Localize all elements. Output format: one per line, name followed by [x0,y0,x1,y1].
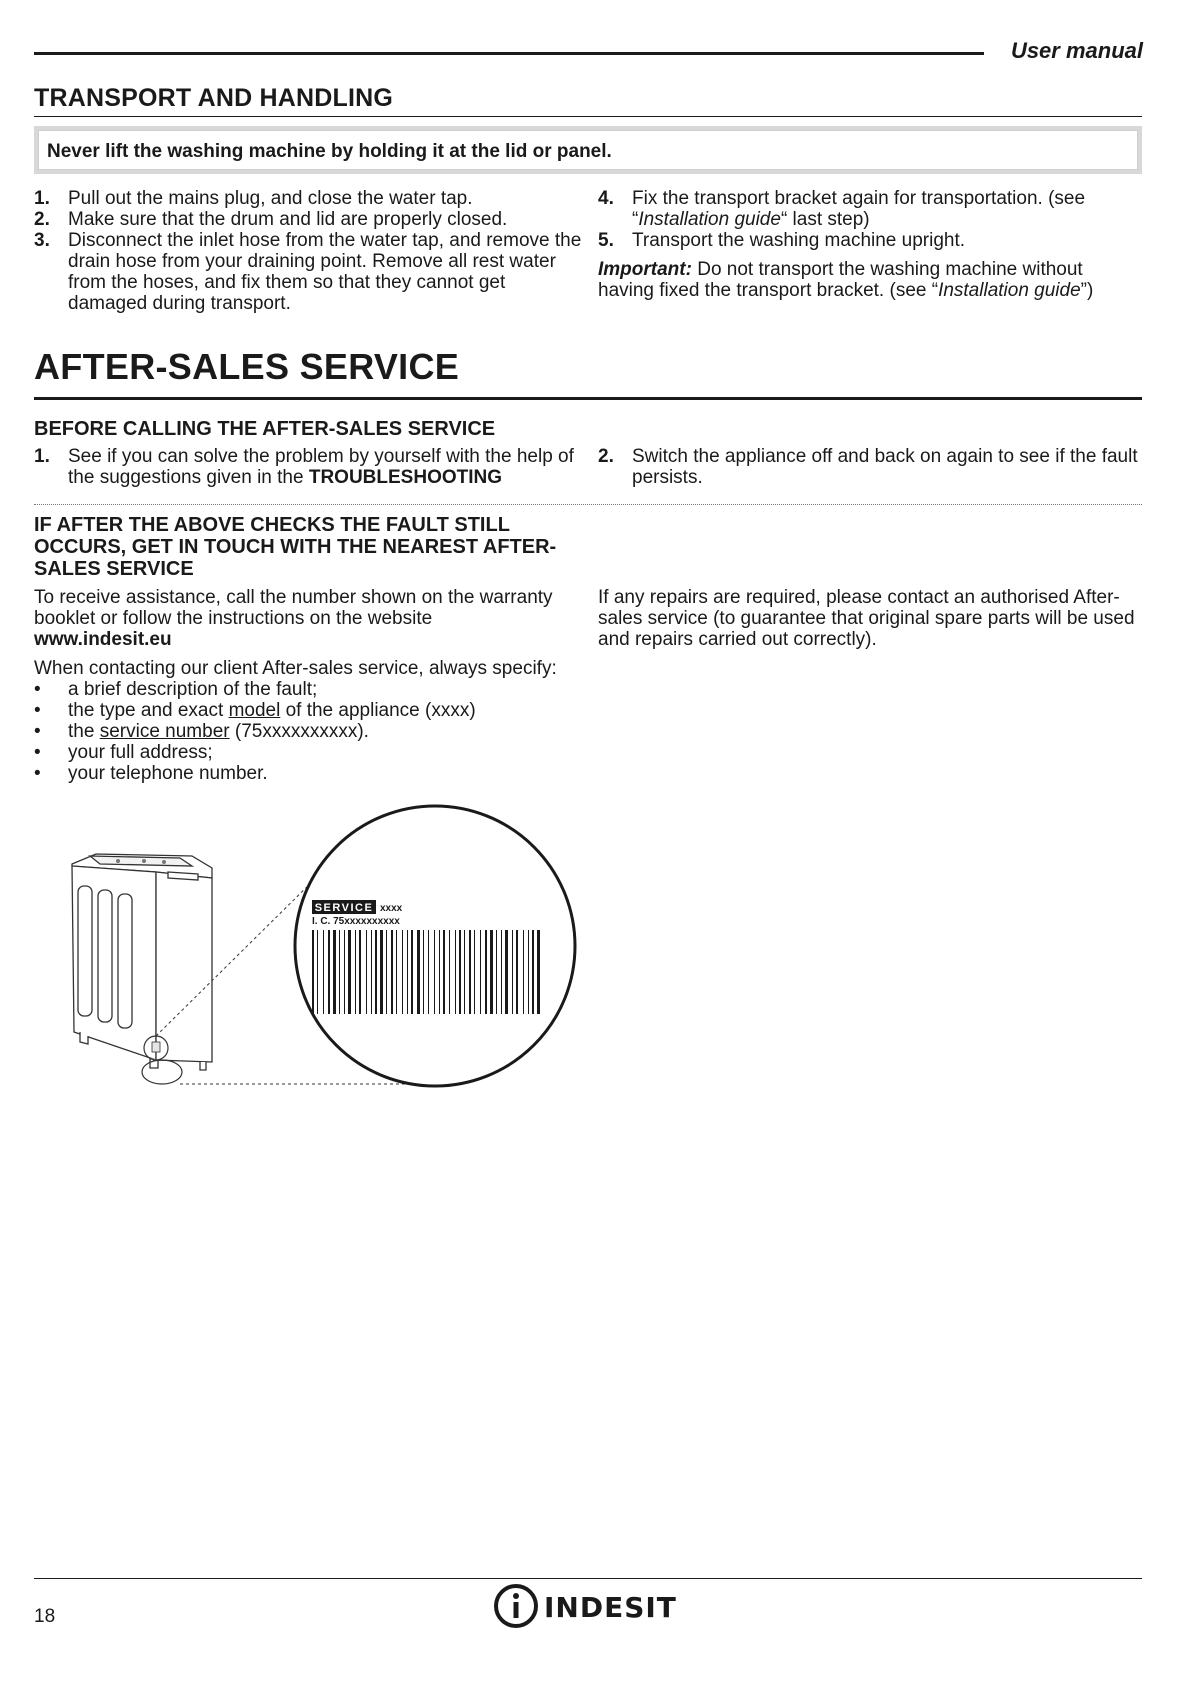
barcode-bar [375,930,377,1014]
bullet-text: the [68,721,100,742]
barcode-bar [386,930,387,1014]
barcode-bar [333,930,336,1014]
bullet-text: your telephone number. [68,763,268,784]
logo-stem-icon [514,1602,519,1618]
brand-name: INDESIT [544,1591,677,1624]
barcode-bar [355,930,356,1014]
if-fault-right [598,587,1142,650]
header-rule [34,52,984,55]
barcode-bar [464,930,465,1014]
barcode-bar [501,930,502,1014]
barcode-bar [396,930,397,1014]
bullet-text: the type and exact [68,700,229,721]
barcode-bar [423,930,424,1014]
step-number: 2. [598,446,614,467]
list-item [34,763,590,784]
barcode-bar [449,930,450,1014]
barcode-bar [485,930,487,1014]
barcode-bar [339,930,340,1014]
list-item [598,188,1142,230]
list-item [34,446,582,488]
specify-intro: When contacting our client After-sales service, always specify: [34,658,557,679]
step-number: 2. [34,209,50,230]
barcode-bar [407,930,408,1014]
list-item [34,230,582,314]
step-text: “ last step) [780,209,870,230]
barcode-bar [344,930,345,1014]
footer-rule [34,1578,1142,1579]
step-number: 1. [34,446,50,467]
bullet-text: (75xxxxxxxxxx). [229,721,369,742]
barcode-bar [417,930,420,1014]
list-item [34,209,582,230]
logo-dot-icon [513,1593,519,1599]
installation-guide-ref: Installation guide [638,209,781,230]
bullet-text: your full address; [68,742,213,763]
step-text: Transport the washing machine upright. [632,230,966,251]
after-sales-rule [34,397,1142,400]
after-sales-title: AFTER-SALES SERVICE [34,346,460,387]
list-item [34,721,590,742]
barcode-bar [480,930,481,1014]
barcode-bar [459,930,461,1014]
barcode-bar [402,930,403,1014]
header-label: User manual [1010,38,1143,63]
barcode-bar [328,930,330,1014]
page-number: 18 [34,1606,56,1627]
step-number: 5. [598,230,614,251]
service-code: xxxx [380,903,403,914]
if-fault-title: IF AFTER THE ABOVE CHECKS THE FAULT STILL OCCURS, GET IN TOUCH WITH THE NEAREST AFTER-SALES SERVICE [34,514,557,580]
barcode-bar [505,930,508,1014]
before-calling-left [34,446,582,488]
barcode-bar [317,930,318,1014]
dotted-divider [34,504,1142,505]
website-link[interactable]: www.indesit.eu [34,629,172,650]
transport-steps-right [598,188,1142,301]
model-term: model [228,700,281,721]
barcode-bar [434,930,435,1014]
washing-machine-drawing [72,854,212,1084]
transport-steps-left [34,188,582,314]
step-number: 3. [34,230,50,251]
service-word: SERVICE [314,902,374,914]
barcode-bar [439,930,440,1014]
barcode-bar [496,930,497,1014]
step-text: Disconnect the inlet hose from the water tap, and remove the drain hose from your draining point. Remove all rest water from the hoses, and fix them so that they cannot get damaged during transport. [68,230,582,314]
list-item [34,679,590,700]
barcode-bar [323,930,324,1014]
barcode-bar [391,930,393,1014]
service-number-term: service number [99,721,230,742]
step-text: See if you can solve the problem by yourself with the help of the suggestions given in the [68,446,574,488]
before-calling-title: BEFORE CALLING THE AFTER-SALES SERVICE [34,418,496,440]
transport-title: TRANSPORT AND HANDLING [34,84,394,112]
list-item [34,742,590,763]
warning-box [34,126,1142,174]
barcode-bar [359,930,361,1014]
barcode-bar [528,930,529,1014]
assist-text: To receive assistance, call the number shown on the warranty booklet or follow the instructions on the website [34,587,553,629]
list-item [598,446,1142,488]
step-text: Make sure that the drum and lid are properly closed. [68,209,508,230]
service-label-illustration [60,800,580,1100]
barcode-bar [380,930,383,1014]
important-text: Do not transport the washing machine without having fixed the transport bracket. (see “ [598,259,1083,301]
ic-line: I. C. 75xxxxxxxxxx [312,916,400,927]
barcode-bar [474,930,475,1014]
step-number: 1. [34,188,50,209]
before-calling-right [598,446,1142,488]
step-number: 4. [598,188,614,209]
list-item [598,230,1142,251]
indesit-logo [492,1582,682,1630]
barcode-bar [411,930,413,1014]
warning-text: Never lift the washing machine by holding it at the lid or panel. [38,130,1138,170]
step-text: Pull out the mains plug, and close the water tap. [68,188,473,209]
if-fault-left [34,587,590,784]
important-note [598,259,1142,301]
barcode-bar [516,930,518,1014]
barcode-bar [455,930,456,1014]
barcode-bar [312,930,314,1014]
barcode-bar [512,930,513,1014]
barcode-bar [532,930,534,1014]
list-item [34,188,582,209]
bullet-text: a brief description of the fault; [68,679,318,700]
step-text: Switch the appliance off and back on again to see if the fault persists. [632,446,1138,488]
list-item [34,700,590,721]
barcode-bar [366,930,367,1014]
barcode-bar [428,930,429,1014]
step-text: Fix the transport bracket again for transportation. (see “ [632,188,1086,230]
troubleshooting-ref: TROUBLESHOOTING [308,467,503,488]
important-label: Important: [598,259,692,280]
transport-title-rule [34,116,1142,117]
barcode-bar [523,930,524,1014]
barcode-bar [537,930,540,1014]
important-text: ”) [1080,280,1094,301]
barcode-bar [443,930,445,1014]
barcode-bar [490,930,493,1014]
barcode-bar [469,930,471,1014]
installation-guide-ref: Installation guide [938,280,1081,301]
bullet-text: of the appliance (xxxx) [280,700,476,721]
barcode-bar [348,930,351,1014]
repairs-text: If any repairs are required, please contact an authorised After-sales service (to guarantee that original spare parts will be used and repairs carried out correctly). [598,587,1135,650]
barcode-bar [371,930,372,1014]
